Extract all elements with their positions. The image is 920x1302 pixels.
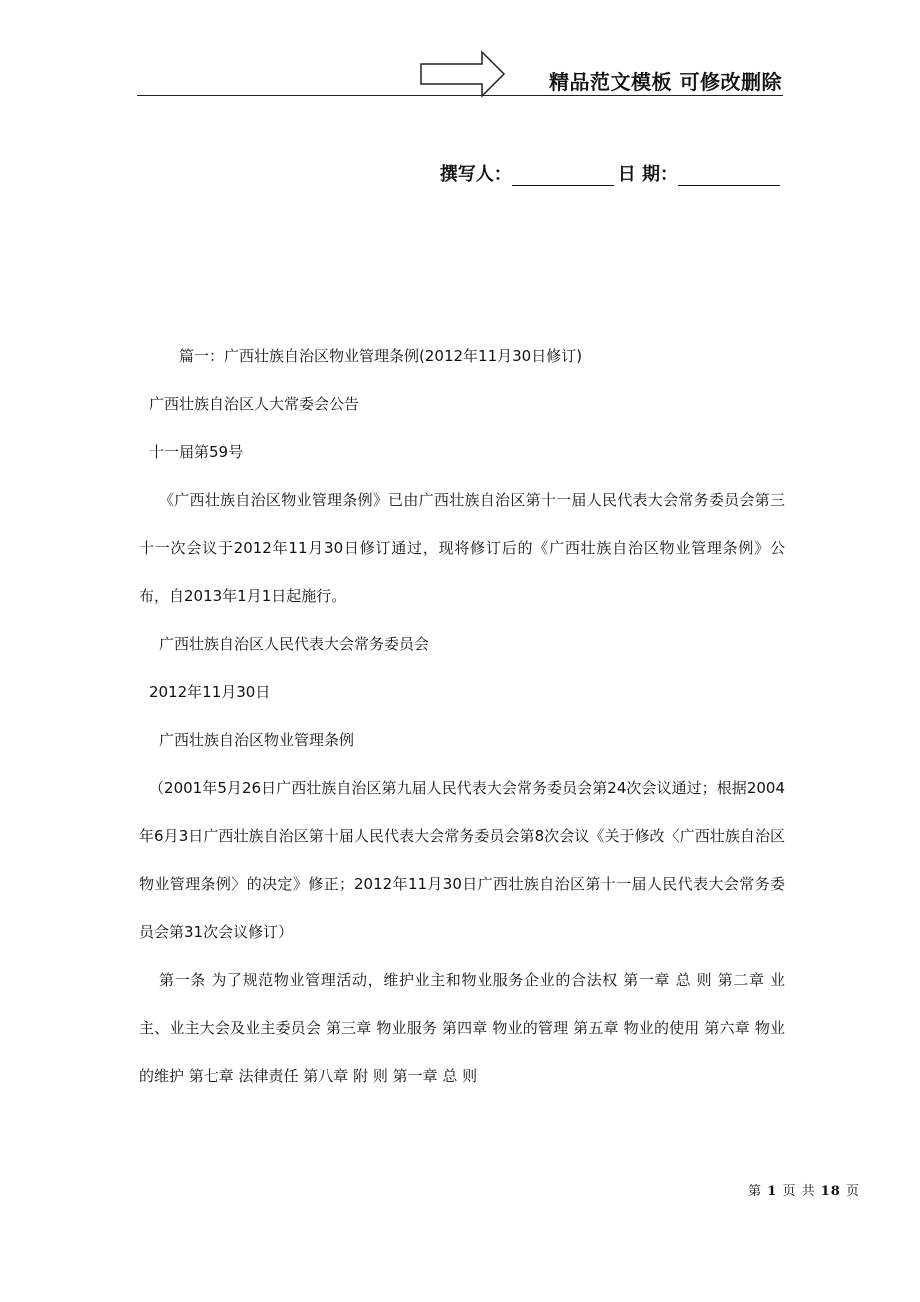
document-title: 篇一：广西壮族自治区物业管理条例(2012年11月30日修订) [179,347,583,365]
author-date-line [440,160,782,186]
page-number-footer [748,1180,860,1199]
footer-suffix: 页 [845,1184,860,1199]
date-label: 日 期： [617,164,678,185]
right-arrow-icon [420,50,506,98]
announcement-number: 十一届第59号 [149,443,244,461]
issuer: 广西壮族自治区人民代表大会常务委员会 [159,635,430,653]
announcement-org: 广西壮族自治区人大常委会公告 [149,395,360,413]
total-page-number: 18 [820,1184,841,1199]
footer-prefix: 第 [748,1184,763,1199]
article-one: 第一条 为了规范物业管理活动，维护业主和物业服务企业的合法权 第一章 总 则 第二章 业主、业主大会及业主委员会 第三章 物业服务 第四章 物业的管理 第五章 物业的使用 第六章 物业的维护 第七章 法律责任 第八章 附 则 第一章 总 则 [139,971,785,1085]
header-title: 精品范文模板 可修改删除 [549,70,782,94]
author-label: 撰写人： [439,164,512,185]
regulation-title: 广西壮族自治区物业管理条例 [159,731,355,749]
revision-history: （2001年5月26日广西壮族自治区第九届人民代表大会常务委员会第24次会议通过；根据2004年6月3日广西壮族自治区第十届人民代表大会常务委员会第8次会议《关于修改〈广西壮族自治区物业管理条例〉的决定》修正；2012年11月30日广西壮族自治区第十一届人民代表大会常务委员会第31次会议修订） [139,779,785,941]
issue-date: 2012年11月30日 [149,683,271,701]
header-divider [137,95,783,96]
current-page-number: 1 [767,1184,778,1199]
document-body [139,332,785,1100]
date-blank-field[interactable] [678,165,780,186]
footer-middle: 页 共 [782,1184,816,1199]
announcement-body: 《广西壮族自治区物业管理条例》已由广西壮族自治区第十一届人民代表大会常务委员会第三十一次会议于2012年11月30日修订通过，现将修订后的《广西壮族自治区物业管理条例》公布，自2013年1月1日起施行。 [139,491,785,605]
page-header [0,0,920,100]
author-blank-field[interactable] [512,165,614,186]
